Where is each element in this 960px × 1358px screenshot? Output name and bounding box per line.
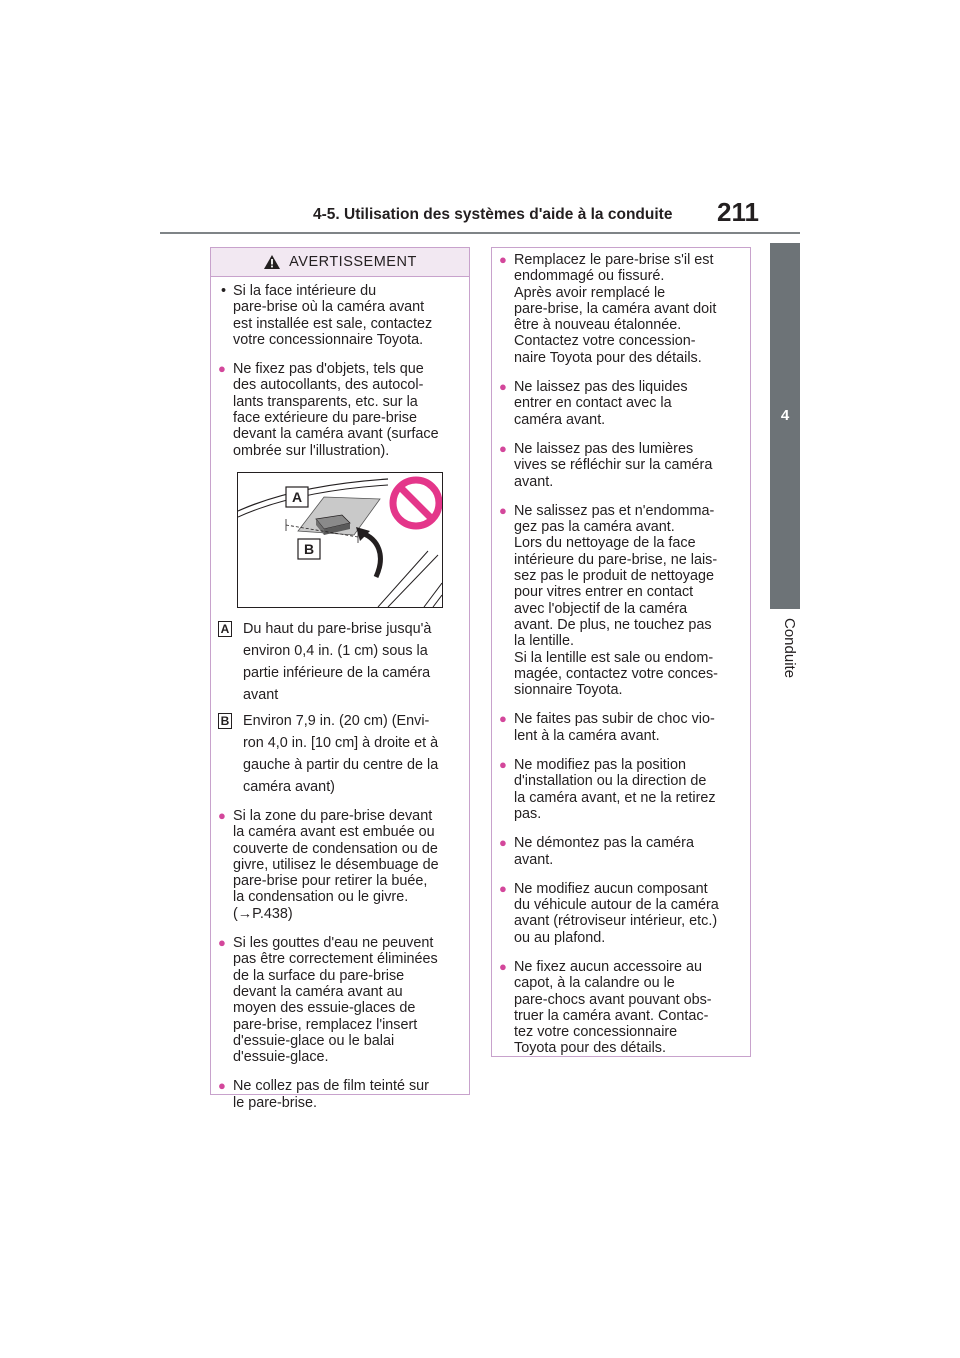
list-item: ● Ne fixez aucun accessoire au capot, à la calandre ou le pare-chocs avant pouvant obs- truer la caméra avant. Contac- tez votre concessionnaire Toyota pour des détails. <box>499 958 712 1057</box>
windshield-illustration <box>237 472 443 608</box>
figure-label-b: B <box>303 540 315 557</box>
page-number: 211 <box>717 197 759 227</box>
chapter-tab <box>770 243 800 609</box>
circle-bullet-icon: ● <box>499 440 507 456</box>
list-item: ● Ne laissez pas des lumières vives se réfléchir sur la caméra avant. <box>499 440 713 490</box>
circle-bullet-icon: ● <box>499 502 507 518</box>
legend-key: B <box>218 713 232 729</box>
section-title: 4-5. Utilisation des systèmes d'aide à la conduite <box>313 206 673 223</box>
circle-bullet-icon: ● <box>499 757 507 773</box>
circle-bullet-icon: ● <box>499 379 507 395</box>
warning-box-right <box>491 247 751 1057</box>
circle-bullet-icon: ● <box>218 935 226 951</box>
list-item: ● Si les gouttes d'eau ne peuvent pas être correctement éliminées de la surface du pare-brise devant la caméra avant au moyen des essuie-glaces de pare-brise, remplacez l'insert d'essuie-glace ou le balai d'essuie-glace. <box>218 935 438 1066</box>
warning-title: AVERTISSEMENT <box>289 254 417 270</box>
circle-bullet-icon: ● <box>218 807 226 823</box>
circle-bullet-icon: ● <box>499 958 507 974</box>
legend-item-b: B Environ 7,9 in. (20 cm) (Envi- ron 4,0 in. [10 cm] à droite et à gauche à partir du centre de la caméra avant) <box>218 710 462 798</box>
list-item: ● Ne faites pas subir de choc vio- lent à la caméra avant. <box>499 711 715 744</box>
list-item: ● Ne modifiez pas la position d'installation ou la direction de la caméra avant, et ne la retirez pas. <box>499 757 716 822</box>
list-item: ● Ne modifiez aucun composant du véhicule autour de la caméra avant (rétroviseur intérieur, etc.) ou au plafond. <box>499 880 719 946</box>
warning-triangle-icon <box>263 254 281 270</box>
chapter-number: 4 <box>780 407 790 424</box>
list-item: • Si la face intérieure du pare-brise où la caméra avant est installée est sale, contactez votre concessionnaire Toyota. <box>218 283 462 348</box>
warning-header <box>211 248 469 277</box>
windshield-camera-drawing <box>238 473 442 607</box>
circle-bullet-icon: ● <box>499 880 507 896</box>
circle-bullet-icon: ● <box>218 361 226 377</box>
legend-key: A <box>218 621 232 637</box>
list-item: ● Ne collez pas de film teinté sur le pare-brise. <box>218 1078 429 1111</box>
chapter-label: Conduite <box>781 618 798 679</box>
header-divider <box>160 232 800 234</box>
list-item: ● Ne démontez pas la caméra avant. <box>499 835 694 868</box>
circle-bullet-icon: ● <box>218 1078 226 1094</box>
circle-bullet-icon: ● <box>499 252 507 267</box>
list-item: ● Ne laissez pas des liquides entrer en contact avec la caméra avant. <box>499 379 688 428</box>
legend-item-a: A Du haut du pare-brise jusqu'à environ 0,4 in. (1 cm) sous la partie inférieure de la caméra avant <box>218 618 462 706</box>
warning-box-left <box>210 247 470 1111</box>
circle-bullet-icon: ● <box>499 835 507 851</box>
list-item: ● Remplacez le pare-brise s'il est endommagé ou fissuré. Après avoir remplacé le pare-brise, la caméra avant doit être à nouveau étalonnée. Contactez votre concession- naire Toyota pour des détails. <box>499 252 717 366</box>
list-item: ● Ne fixez pas d'objets, tels que des autocollants, des autocol- lants transparents, etc. sur la face extérieure du pare-brise devant la caméra avant (surface ombrée sur l'illustration). <box>218 361 439 459</box>
circle-bullet-icon: ● <box>499 711 507 727</box>
dash-bullet: • <box>221 283 227 299</box>
figure-label-a: A <box>291 488 303 505</box>
list-item: ● Ne salissez pas et n'endomma- gez pas la caméra avant. Lors du nettoyage de la face intérieure du pare-brise, ne lais- sez pas le produit de nettoyage pour vitres entrer en contact avec l'objectif de la caméra avant. De plus, ne touchez pas la lentille. Si la lentille est sale ou endom- magée, contactez votre conces- sionnaire Toyota. <box>499 502 718 699</box>
list-item: ● Si la zone du pare-brise devant la caméra avant est embuée ou couverte de condensation ou de givre, utilisez le désembuage de pare-brise pour retirer la buée, la condensation ou le givre. (→P.438) <box>218 807 439 922</box>
prohibition-icon <box>393 480 439 526</box>
